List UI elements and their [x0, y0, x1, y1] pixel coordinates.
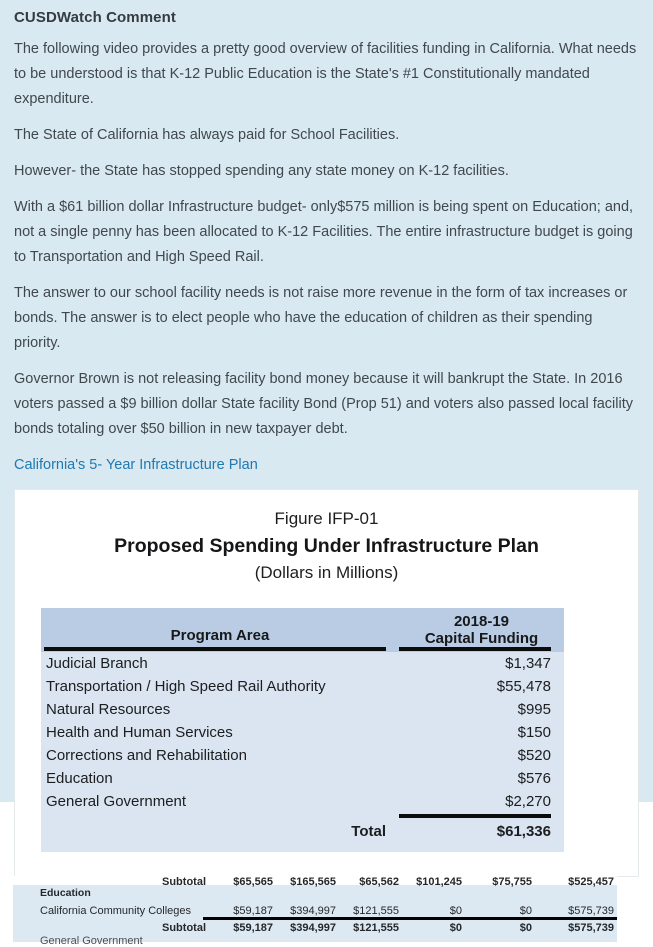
paragraph-governor: Governor Brown is not releasing facility bond money because it will bankrupt the State. In 2016 voters passed a $9 billion dollar State facility Bond (Prop 51) and voters also passed local facility bonds totaling over $50 billion in new taxpayer debt. — [14, 371, 633, 437]
paragraph-stopped-spending: However- the State has stopped spending any state money on K-12 facilities. — [14, 163, 509, 179]
spending-table-header — [41, 608, 564, 647]
spending-table-body — [41, 652, 564, 852]
table-row: Natural Resources $995 — [46, 701, 551, 718]
comment-heading: CUSDWatch Comment — [14, 9, 176, 26]
total-row: Total $61,336 — [351, 823, 551, 840]
clipped-next-section-row: General Government — [40, 935, 143, 947]
clipped-subtotal-row: Subtotal $65,565 $165,565 $65,562 $101,245 $75,755 $525,457 — [13, 876, 617, 885]
table-row: Corrections and Rehabilitation $520 — [46, 747, 551, 764]
paragraph-budget: With a $61 billion dollar Infrastructure budget- only$575 million is being spent on Education; and, not a single penny has been allocated to K-12 Facilities. The entire infrastructure budget is going to Transportation and High Speed Rail. — [14, 199, 634, 265]
paragraph-overview: The following video provides a pretty good overview of facilities funding in California. What needs to be understood is that K-12 Public Education is the State's #1 Constitutionally mandated expenditure. — [14, 41, 637, 107]
program-area-header: Program Area — [170, 627, 270, 644]
program-area-rule — [44, 647, 386, 651]
spending-table — [41, 608, 564, 852]
table-row: Judicial Branch $1,347 — [46, 655, 551, 672]
figure-title: Proposed Spending Under Infrastructure Plan — [114, 535, 539, 557]
capital-funding-rule — [399, 647, 551, 651]
table-row: Education $576 — [46, 770, 551, 787]
subtotal-row: Subtotal $59,187 $394,997 $121,555 $0 $0 $575,739 — [162, 921, 614, 934]
community-colleges-row: California Community Colleges $59,187 $394,997 $121,555 $0 $0 $575,739 — [40, 905, 614, 917]
education-section-label: Education — [40, 887, 91, 899]
education-funding-fragment — [13, 876, 617, 947]
figure-caption: Figure IFP-01 — [274, 509, 379, 528]
infrastructure-plan-link[interactable]: California's 5- Year Infrastructure Plan — [14, 457, 258, 473]
table-row: Transportation / High Speed Rail Authority $55,478 — [46, 678, 551, 695]
table-row: Health and Human Services $150 — [46, 724, 551, 741]
paragraph-state-paid: The State of California has always paid for School Facilities. — [14, 127, 400, 143]
education-section — [13, 885, 617, 947]
figure-ifp-01 — [14, 489, 639, 877]
capital-funding-header: 2018-19 Capital Funding — [424, 613, 539, 647]
table-row: General Government $2,270 — [46, 793, 551, 810]
paragraph-answer: The answer to our school facility needs is not raise more revenue in the form of tax increases or bonds. The answer is to elect people who have the education of children as their spending priority. — [14, 285, 628, 351]
total-rule — [399, 814, 551, 818]
figure-subtitle: (Dollars in Millions) — [254, 563, 399, 582]
